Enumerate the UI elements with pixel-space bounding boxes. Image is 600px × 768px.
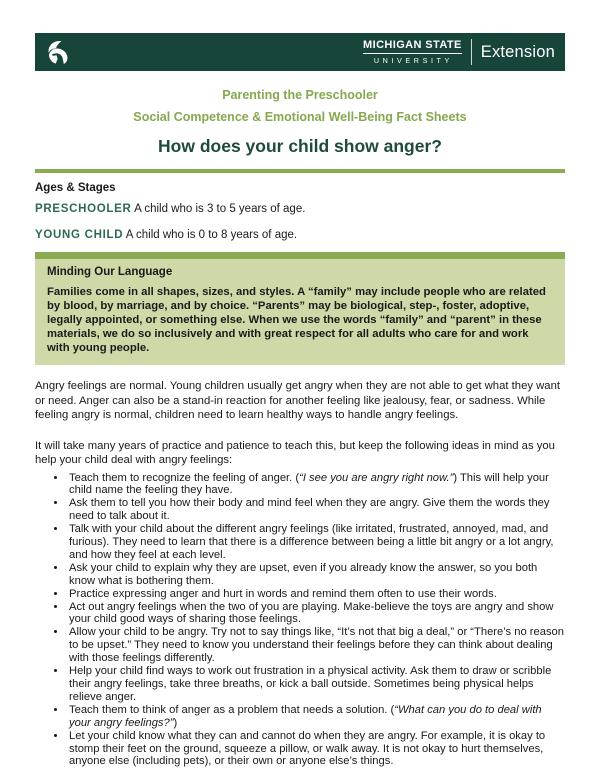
section-rule xyxy=(35,169,565,173)
tip-item: • Practice expressing anger and hurt in words and remind them often to use their words. xyxy=(67,588,565,601)
tip-item: • Ask them to tell you how their body and mind feel when they are angry. Give them the words they need to talk about it. xyxy=(67,497,565,523)
tip-item: • Help your child find ways to work out frustration in a physical activity. Ask them to draw or scribble their angry feelings, take three breaths, or kick a ball outside. Sometimes being physical helps relieve anger. xyxy=(67,665,565,704)
spartan-helmet-icon xyxy=(44,38,72,66)
tip-item: • Let your child know what they can and cannot do when they are angry. For example, it is okay to stomp their feet on the ground, squeeze a pillow, or walk away. It is not okay to hurt themselves, anyone else (including pets), or their own or anyone else’s things. xyxy=(67,730,565,768)
tip-item: • Ask your child to explain why they are upset, even if you already know the answer, so you both know what is bothering them. xyxy=(67,562,565,588)
tip-item: • Talk with your child about the different angry feelings (like irritated, frustrated, annoyed, mad, and furious). They need to learn that there is a difference between being a little bit angry or a lot angry, and how they feel at each level. xyxy=(67,523,565,562)
series-title: Parenting the Preschooler xyxy=(222,88,378,102)
series-subtitle: Social Competence & Emotional Well-Being Fact Sheets xyxy=(133,110,467,124)
ages-stage-item xyxy=(35,203,565,216)
ages-stage-item xyxy=(35,229,565,242)
ages-stages-heading: Ages & Stages xyxy=(35,182,116,194)
minding-our-language-box xyxy=(35,252,565,365)
msu-extension-banner xyxy=(35,33,565,71)
stage-definition: A child who is 0 to 8 years of age. xyxy=(123,229,298,241)
stage-term: PRESCHOOLER xyxy=(35,203,132,215)
tips-list xyxy=(35,472,565,768)
page-title: How does your child show anger? xyxy=(158,136,442,156)
wordmark-michigan-state: MICHIGAN STATE xyxy=(363,40,462,54)
minding-heading: Minding Our Language xyxy=(47,266,173,278)
tip-item: • Teach them to recognize the feeling of anger. (“I see you are angry right now.”) This will help your child name the feeling they have. xyxy=(67,472,565,498)
intro-paragraph: Angry feelings are normal. Young children usually get angry when they are not able to get what they want or need. Anger can also be a stand-in reaction for another feeling like jealousy, fear, or sadness. While feeling angry is normal, children need to learn healthy ways to handle angry feelings. xyxy=(35,380,561,421)
msu-wordmark xyxy=(363,40,462,64)
stage-definition: A child who is 3 to 5 years of age. xyxy=(131,203,306,215)
tip-item: • Act out angry feelings when the two of you are playing. Make-believe the toys are angry and show your child good ways of sharing those feelings. xyxy=(67,601,565,627)
minding-body: Families come in all shapes, sizes, and styles. A “family” may include people who are related by blood, by marriage, and by choice. “Parents” may be biological, step-, foster, adoptive, legally appointed, or something else. When we use the words “family” and “parent” in these materials, we do so inclusively and with great respect for all adults who care for and work with young people. xyxy=(47,286,546,354)
wordmark-university: UNIVERSITY xyxy=(373,55,453,65)
extension-label: Extension xyxy=(480,42,555,61)
tip-item: • Teach them to think of anger as a problem that needs a solution. (“What can you do to deal with your angry feelings?”) xyxy=(67,704,565,730)
banner-wordmark-group xyxy=(363,39,555,65)
banner-divider xyxy=(471,39,472,65)
stage-term: YOUNG CHILD xyxy=(35,229,124,241)
tip-item: • Allow your child to be angry. Try not to say things like, “It’s not that big a deal,” or “There’s no reason to be upset.” They need to know you understand their feelings before they can think about dealing with those feelings differently. xyxy=(67,626,565,665)
ages-items xyxy=(35,203,565,242)
lead-in-paragraph: It will take many years of practice and patience to teach this, but keep the following ideas in mind as you help your child deal with angry feelings: xyxy=(35,439,555,466)
